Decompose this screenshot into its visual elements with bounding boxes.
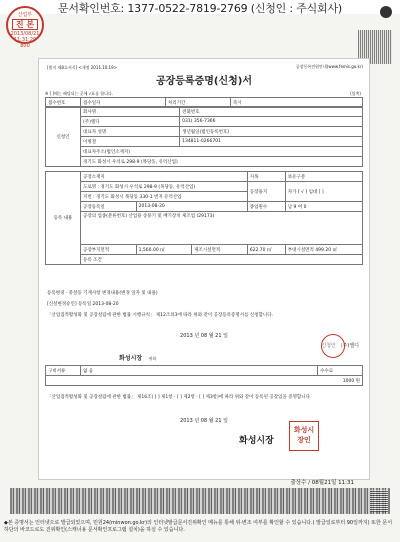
bottom-qr-code: [370, 490, 388, 512]
region-label: 지목: [247, 172, 285, 182]
ceo-label: 대표자 성명: [81, 127, 180, 137]
issue-date: 2013 년 08 월 21 일: [180, 418, 228, 424]
applicant-table: [45, 106, 363, 167]
phone-value: 031) 356-7366: [180, 117, 363, 127]
footer-notice: ◆본 증명서는 인터넷으로 발급되었으며, 민원24(minwon.go.kr)의 인터넷발급문서진위확인 메뉴를 통해 위·변조 여부를 확인할 수 있습니다.( 발급일로부터 90일까지) 또한 문서하단의 바코드로도 진위확인(스캐너용 문서확인프로그램 설치)을 하실 수 있습니다.: [4, 520, 393, 533]
ceo-value: 이병철: [81, 137, 180, 147]
company-name-value: (주)엘디: [81, 117, 180, 127]
reg-date-value: 2013-08-20: [136, 202, 247, 212]
document-number: 문서확인번호: 1377-0522-7819-2769 (신청인 : 주식회사): [58, 2, 343, 15]
to-mayor-name: 화성시장: [119, 355, 143, 362]
fee-amount-label: 수수료: [318, 366, 363, 376]
annex-area-label: 부대시설면적: [287, 247, 314, 253]
certification-text: 「산업집적활성화 및 공장설립에 관한 법률 시행규칙」 제12조의3에 따라 위와 같이 공장등록증명서를 신청합니다.: [47, 313, 274, 318]
address-label: 대표자주소(법인소재지): [81, 147, 363, 157]
seal-line: 11:31:29: [13, 37, 37, 43]
application-date: 2013 년 08 월 21 일: [180, 333, 228, 339]
fee-value: 없 음: [81, 366, 318, 376]
registration-table: [45, 171, 363, 265]
issue-time: 출상수 / 08월21일 11:31: [290, 480, 354, 486]
fee-table: [45, 365, 363, 386]
receipt-no-label: 접수번호: [46, 98, 81, 108]
process-date-value: 즉시: [231, 98, 363, 108]
document-title: 공장등록증명(신청)서: [155, 76, 253, 87]
ownership-value: 자가 [ √ ] 임대 [ ]: [285, 182, 362, 202]
factory-address-label: 공장소재지: [81, 172, 248, 182]
fee-amount: 1000 원: [46, 376, 363, 386]
purpose-line: 등록변경 · 중설등 기재사항 변경내용(변경 일자 및 내용): [47, 291, 158, 296]
seal-line: 2013/08/21: [10, 31, 40, 37]
to-mayor: [119, 353, 156, 362]
certificate-paper: [38, 58, 370, 480]
signature-value: (주)엘디: [340, 343, 359, 349]
birth-value: 134811-0266701: [180, 137, 363, 147]
receipt-date-label: 접수일자: [81, 98, 166, 108]
to-suffix: 귀하: [148, 356, 157, 361]
site-area-label: 공장부지면적: [81, 245, 137, 255]
applicant-section-label: 신청인: [46, 107, 81, 167]
factory-address-value: 도로명 : 경기도 화성시 우석로 298-9 (목당동, 유억산업): [81, 182, 248, 192]
remarks-label: 등록 조건: [81, 255, 363, 265]
logo-icon: [380, 6, 392, 18]
lot-address-value: 지번 : 경기도 화성시 목당동 330-1 번지 유억산업: [81, 192, 248, 202]
top-note: 공장등록민원안내(www.femis.go.kr): [295, 64, 363, 69]
seal-line: 800: [20, 43, 30, 49]
product-value: 공장의 업종(분류번호) 산업용 송풍기 및 배기장치 제조업 (29173): [81, 212, 363, 245]
form-number: [별지 제8호서식] <개정 2011.10.19>: [47, 65, 117, 70]
check-note: ※ [ ]에는 해당되는 곳에 √표를 합니다.: [45, 91, 114, 96]
company-name-label: 회사명: [81, 107, 180, 117]
history-line: [신설변경승인] 등록일 2013-08-20: [47, 302, 119, 307]
phone-label: 전화번호: [180, 107, 363, 117]
registration-section-label: 등록 내용: [46, 172, 81, 265]
page-label: (앞쪽): [350, 91, 361, 96]
annex-area-value: 499.20 ㎡: [315, 247, 337, 253]
government-logo: [342, 6, 392, 26]
company-seal: [321, 334, 345, 358]
fee-label: 구비서류: [46, 366, 81, 376]
signature-label: 신청인: [321, 343, 336, 349]
seal-big-text: 진 본: [12, 19, 38, 30]
employees-value: 남 9 여 0: [285, 202, 362, 212]
mayor-title: 화성시장: [239, 436, 274, 446]
mayor-seal: 화성시 장인: [289, 421, 319, 451]
original-seal: [6, 6, 44, 49]
seal-line: 산업부: [17, 12, 33, 18]
building-area-value: 622.70 ㎡: [247, 245, 285, 255]
process-date-label: 처리기간: [166, 98, 231, 108]
address-value: 경기도 화성시 우석로 298-9 (목당동, 유억산업): [81, 157, 363, 167]
reg-date-label: 공장등록일: [81, 202, 137, 212]
region-value: 공장용지: [247, 182, 285, 202]
ownership-label: 보유구분: [285, 172, 362, 182]
employees-label: 종업원수: [247, 202, 285, 212]
birth-label: 생년월일(법인등록번호): [180, 127, 363, 137]
certification-text-2: 「산업집적활성화 및 공장설립에 관한 법률」 제16조( [ ] 제1항 · [ ] 제2항 · [ ] 제3항)에 따라 위와 같이 등록된 공장임을 증명합니다.: [47, 395, 312, 400]
building-area-label: 제조시설면적: [192, 245, 248, 255]
verification-barcode: [10, 488, 390, 514]
annex-area-row: [285, 245, 362, 255]
site-area-value: 1,560.00 ㎡: [136, 245, 191, 255]
